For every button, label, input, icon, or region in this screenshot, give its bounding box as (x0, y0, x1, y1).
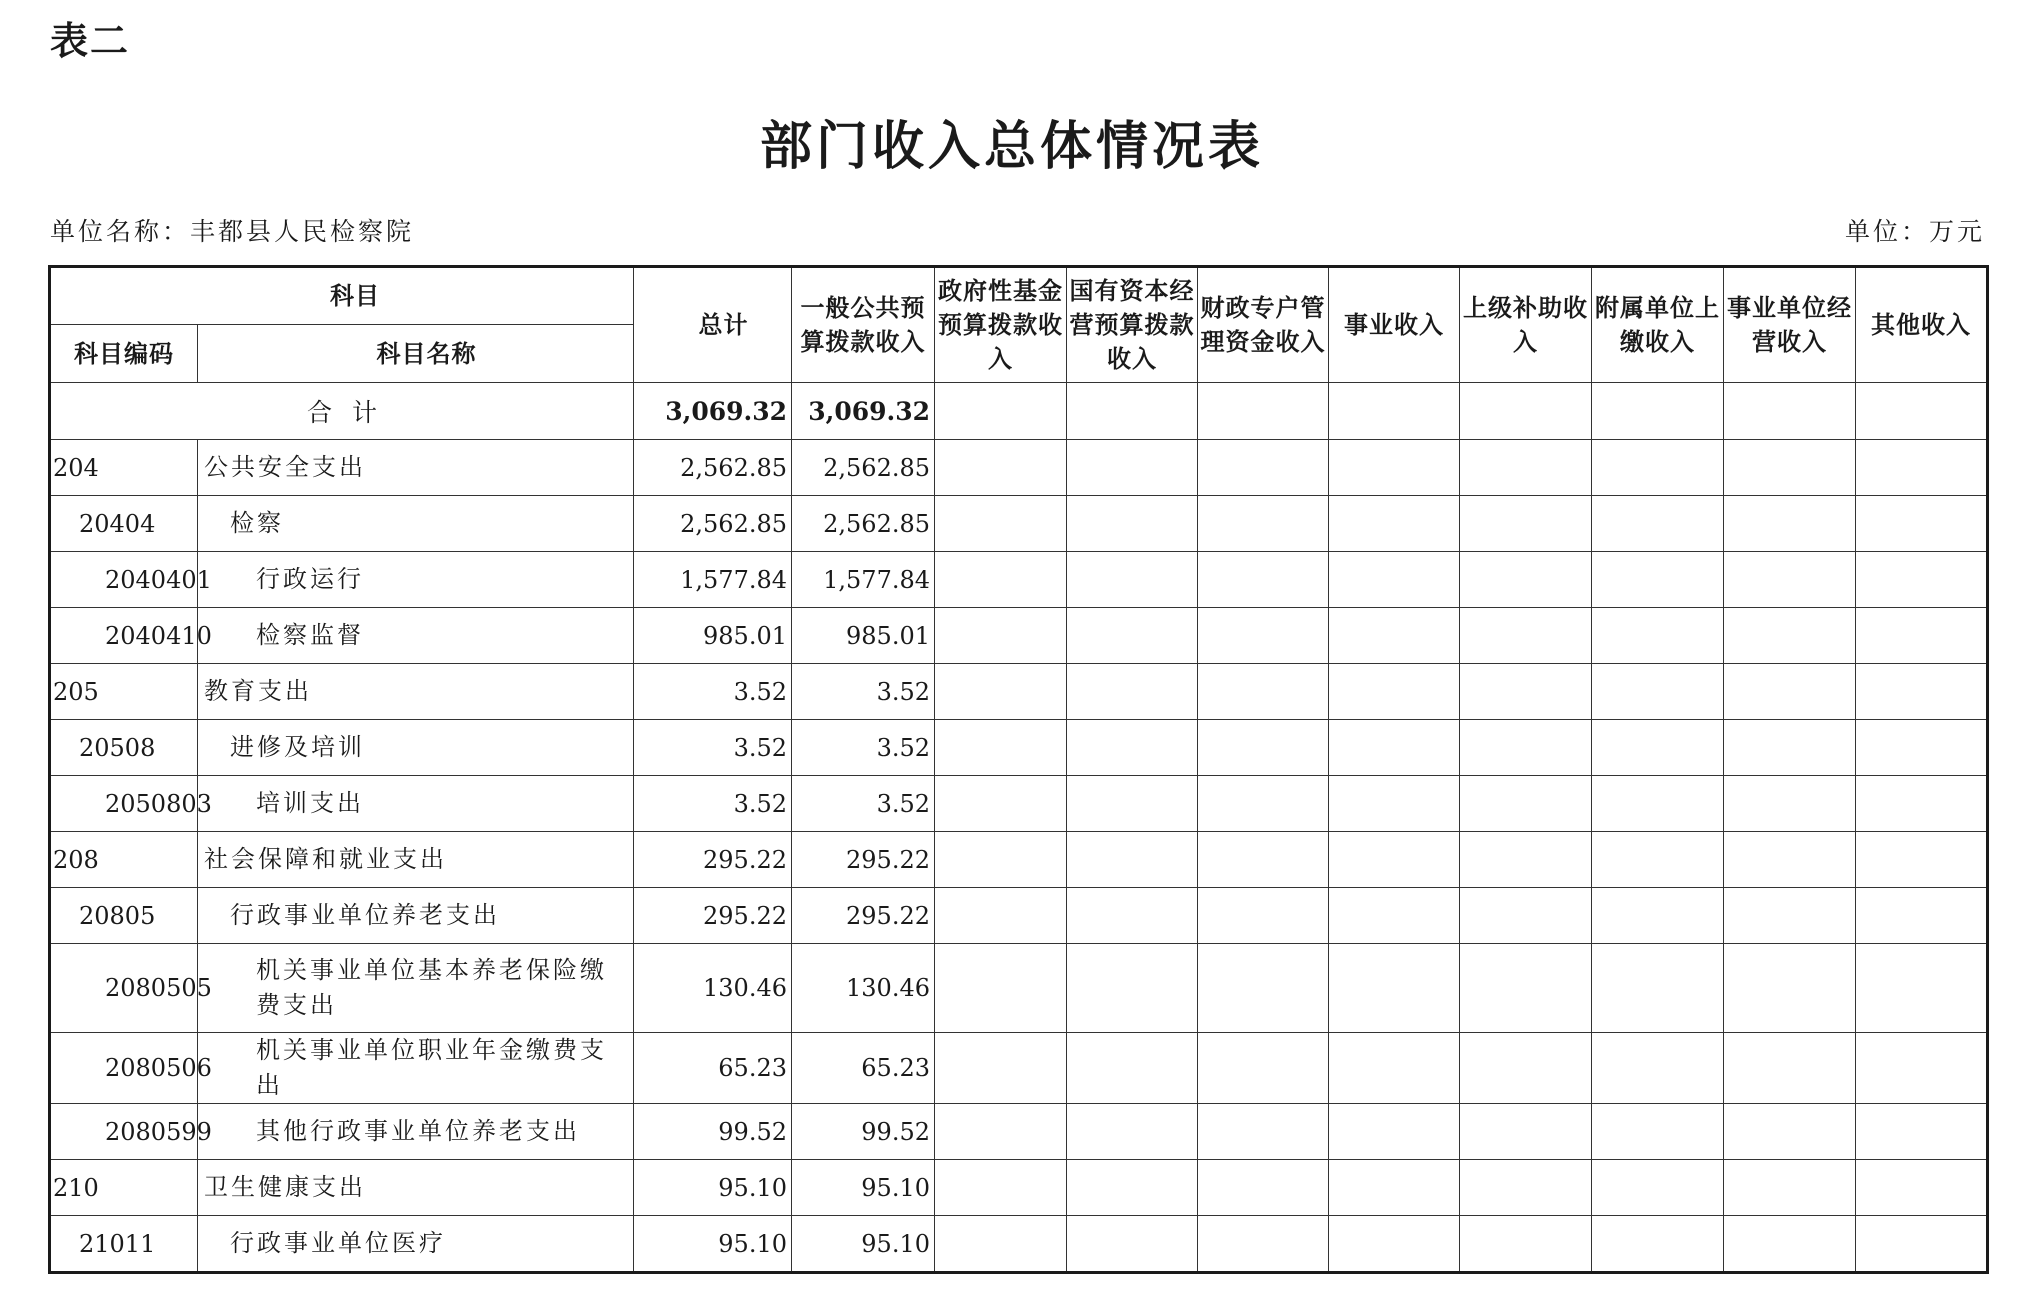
header-state-capital: 国有资本经营预算拨款收入 (1067, 267, 1198, 383)
empty-cell (1856, 1216, 1988, 1273)
subject-code-cell: 2040401 (50, 552, 198, 608)
general-budget-value-cell: 3.52 (792, 664, 935, 720)
subject-code-cell: 21011 (50, 1216, 198, 1273)
empty-cell (1198, 608, 1329, 664)
empty-cell (1198, 720, 1329, 776)
empty-cell (1724, 608, 1856, 664)
empty-cell (1460, 383, 1592, 440)
subject-name-cell: 行政事业单位医疗 (198, 1216, 634, 1273)
header-subject-code: 科目编码 (50, 325, 198, 383)
empty-cell (1724, 1033, 1856, 1104)
income-table (48, 265, 1989, 1274)
empty-cell (1067, 1033, 1198, 1104)
general-budget-value-cell: 3.52 (792, 720, 935, 776)
header-affiliated-turnover: 附属单位上缴收入 (1592, 267, 1724, 383)
empty-cell (1329, 832, 1460, 888)
empty-cell (1067, 1160, 1198, 1216)
total-label: 合计 (50, 383, 634, 440)
empty-cell (1856, 383, 1988, 440)
currency-unit: 单位：万元 (1844, 217, 1985, 246)
table-row (50, 944, 1988, 1033)
subject-name-cell: 进修及培训 (198, 720, 634, 776)
empty-cell (1724, 383, 1856, 440)
table-row (50, 776, 1988, 832)
table-row (50, 664, 1988, 720)
subject-name-cell: 检察 (198, 496, 634, 552)
empty-cell (1856, 832, 1988, 888)
empty-cell (935, 888, 1067, 944)
meta-row (50, 212, 1985, 244)
total-value-cell: 99.52 (634, 1104, 792, 1160)
general-budget-value-cell: 295.22 (792, 888, 935, 944)
general-budget-value-cell: 2,562.85 (792, 496, 935, 552)
subject-name-cell: 社会保障和就业支出 (198, 832, 634, 888)
empty-cell (1724, 832, 1856, 888)
subject-name-cell: 检察监督 (198, 608, 634, 664)
empty-cell (1592, 496, 1724, 552)
total-value-cell: 1,577.84 (634, 552, 792, 608)
table-row (50, 832, 1988, 888)
general-budget-value-cell: 99.52 (792, 1104, 935, 1160)
empty-cell (1329, 440, 1460, 496)
total-value-cell: 3.52 (634, 720, 792, 776)
subject-code-cell: 2040410 (50, 608, 198, 664)
empty-cell (1856, 664, 1988, 720)
empty-cell (1198, 440, 1329, 496)
empty-cell (1460, 944, 1592, 1033)
empty-cell (1460, 1160, 1592, 1216)
empty-cell (1724, 1216, 1856, 1273)
empty-cell (1067, 888, 1198, 944)
total-value-cell: 3.52 (634, 776, 792, 832)
empty-cell (1724, 1160, 1856, 1216)
page-title: 部门收入总体情况表 (759, 116, 1264, 177)
empty-cell (1329, 1104, 1460, 1160)
empty-cell (1198, 1104, 1329, 1160)
header-fiscal-special: 财政专户管理资金收入 (1198, 267, 1329, 383)
subject-name-cell: 卫生健康支出 (198, 1160, 634, 1216)
empty-cell (1067, 944, 1198, 1033)
total-value-cell: 295.22 (634, 832, 792, 888)
empty-cell (1592, 608, 1724, 664)
general-budget-value-cell: 1,577.84 (792, 552, 935, 608)
subject-name-cell: 其他行政事业单位养老支出 (198, 1104, 634, 1160)
empty-cell (1592, 1104, 1724, 1160)
empty-cell (1460, 776, 1592, 832)
empty-cell (1856, 1033, 1988, 1104)
general-budget-value-cell: 95.10 (792, 1160, 935, 1216)
empty-cell (1460, 720, 1592, 776)
empty-cell (1329, 888, 1460, 944)
general-budget-value-cell: 985.01 (792, 608, 935, 664)
empty-cell (1460, 832, 1592, 888)
empty-cell (1592, 832, 1724, 888)
empty-cell (1592, 776, 1724, 832)
empty-cell (1592, 664, 1724, 720)
general-budget-value-cell: 3.52 (792, 776, 935, 832)
header-subject-name: 科目名称 (198, 325, 634, 383)
empty-cell (1460, 1104, 1592, 1160)
empty-cell (1724, 888, 1856, 944)
table-row (50, 1160, 1988, 1216)
empty-cell (1856, 1160, 1988, 1216)
table-row (50, 1033, 1988, 1104)
total-row (50, 383, 1988, 440)
table-row (50, 440, 1988, 496)
empty-cell (1592, 1160, 1724, 1216)
empty-cell (1198, 776, 1329, 832)
subject-code-cell: 205 (50, 664, 198, 720)
header-superior-subsidy: 上级补助收入 (1460, 267, 1592, 383)
empty-cell (1067, 608, 1198, 664)
empty-cell (935, 440, 1067, 496)
empty-cell (1856, 1104, 1988, 1160)
empty-cell (1856, 496, 1988, 552)
total-value-cell: 65.23 (634, 1033, 792, 1104)
empty-cell (1856, 440, 1988, 496)
empty-cell (935, 1216, 1067, 1273)
empty-cell (1460, 1033, 1592, 1104)
empty-cell (1329, 776, 1460, 832)
table-row (50, 888, 1988, 944)
empty-cell (935, 1104, 1067, 1160)
total-value-cell: 95.10 (634, 1160, 792, 1216)
empty-cell (1460, 1216, 1592, 1273)
empty-cell (935, 383, 1067, 440)
empty-cell (935, 552, 1067, 608)
empty-cell (1592, 720, 1724, 776)
general-budget-value-cell: 95.10 (792, 1216, 935, 1273)
empty-cell (1067, 776, 1198, 832)
empty-cell (1329, 1216, 1460, 1273)
empty-cell (1329, 720, 1460, 776)
empty-cell (1724, 1104, 1856, 1160)
general-budget-value-cell: 2,562.85 (792, 440, 935, 496)
header-business-income: 事业收入 (1329, 267, 1460, 383)
empty-cell (1198, 1216, 1329, 1273)
empty-cell (1198, 1160, 1329, 1216)
empty-cell (935, 664, 1067, 720)
empty-cell (935, 832, 1067, 888)
subject-code-cell: 2050803 (50, 776, 198, 832)
empty-cell (1329, 944, 1460, 1033)
empty-cell (1067, 496, 1198, 552)
empty-cell (1329, 1033, 1460, 1104)
total-general-cell: 3,069.32 (792, 383, 935, 440)
empty-cell (935, 1033, 1067, 1104)
empty-cell (935, 944, 1067, 1033)
header-general-budget: 一般公共预算拨款收入 (792, 267, 935, 383)
subject-name-cell: 行政运行 (198, 552, 634, 608)
empty-cell (1067, 383, 1198, 440)
empty-cell (1856, 944, 1988, 1033)
empty-cell (1460, 552, 1592, 608)
empty-cell (1067, 440, 1198, 496)
empty-cell (1724, 440, 1856, 496)
subject-name-cell: 培训支出 (198, 776, 634, 832)
empty-cell (935, 608, 1067, 664)
empty-cell (1067, 832, 1198, 888)
document-label: 表二 (50, 19, 131, 63)
empty-cell (1067, 720, 1198, 776)
subject-code-cell: 2080599 (50, 1104, 198, 1160)
subject-name-cell: 机关事业单位职业年金缴费支出 (198, 1033, 634, 1104)
total-value-cell: 130.46 (634, 944, 792, 1033)
empty-cell (1724, 720, 1856, 776)
total-value-cell: 2,562.85 (634, 496, 792, 552)
subject-code-cell: 210 (50, 1160, 198, 1216)
empty-cell (1460, 496, 1592, 552)
empty-cell (1724, 496, 1856, 552)
empty-cell (1329, 1160, 1460, 1216)
subject-code-cell: 2080505 (50, 944, 198, 1033)
table-row (50, 552, 1988, 608)
table-row (50, 720, 1988, 776)
general-budget-value-cell: 295.22 (792, 832, 935, 888)
total-value-cell: 985.01 (634, 608, 792, 664)
header-subject: 科目 (50, 267, 634, 325)
empty-cell (1460, 608, 1592, 664)
subject-name-cell: 行政事业单位养老支出 (198, 888, 634, 944)
table-row (50, 496, 1988, 552)
empty-cell (1067, 552, 1198, 608)
empty-cell (1198, 944, 1329, 1033)
empty-cell (1856, 720, 1988, 776)
empty-cell (1724, 944, 1856, 1033)
empty-cell (1592, 383, 1724, 440)
total-value-cell: 2,562.85 (634, 440, 792, 496)
empty-cell (1856, 552, 1988, 608)
header-gov-fund: 政府性基金预算拨款收入 (935, 267, 1067, 383)
subject-code-cell: 208 (50, 832, 198, 888)
empty-cell (1592, 1033, 1724, 1104)
header-other-income: 其他收入 (1856, 267, 1988, 383)
empty-cell (1198, 496, 1329, 552)
subject-name-cell: 机关事业单位基本养老保险缴费支出 (198, 944, 634, 1033)
table-row (50, 1104, 1988, 1160)
empty-cell (1198, 1033, 1329, 1104)
empty-cell (1460, 440, 1592, 496)
empty-cell (1329, 552, 1460, 608)
empty-cell (1592, 440, 1724, 496)
empty-cell (1592, 552, 1724, 608)
empty-cell (1067, 1104, 1198, 1160)
subject-code-cell: 20805 (50, 888, 198, 944)
general-budget-value-cell: 65.23 (792, 1033, 935, 1104)
empty-cell (1329, 496, 1460, 552)
empty-cell (1724, 776, 1856, 832)
empty-cell (1198, 664, 1329, 720)
empty-cell (1198, 383, 1329, 440)
empty-cell (935, 776, 1067, 832)
empty-cell (1724, 664, 1856, 720)
empty-cell (1329, 664, 1460, 720)
empty-cell (1329, 383, 1460, 440)
table-row (50, 608, 1988, 664)
empty-cell (1460, 888, 1592, 944)
subject-code-cell: 204 (50, 440, 198, 496)
empty-cell (1198, 888, 1329, 944)
empty-cell (1856, 776, 1988, 832)
empty-cell (1724, 552, 1856, 608)
empty-cell (1856, 608, 1988, 664)
empty-cell (1198, 552, 1329, 608)
table-row (50, 1216, 1988, 1273)
header-business-operation: 事业单位经营收入 (1724, 267, 1856, 383)
unit-name: 单位名称：丰都县人民检察院 (50, 217, 415, 246)
general-budget-value-cell: 130.46 (792, 944, 935, 1033)
empty-cell (1067, 664, 1198, 720)
total-cell: 3,069.32 (634, 383, 792, 440)
total-value-cell: 3.52 (634, 664, 792, 720)
total-value-cell: 295.22 (634, 888, 792, 944)
subject-code-cell: 20508 (50, 720, 198, 776)
empty-cell (935, 496, 1067, 552)
total-value-cell: 95.10 (634, 1216, 792, 1273)
empty-cell (935, 1160, 1067, 1216)
empty-cell (935, 720, 1067, 776)
header-total: 总计 (634, 267, 792, 383)
empty-cell (1592, 944, 1724, 1033)
subject-code-cell: 2080506 (50, 1033, 198, 1104)
empty-cell (1198, 832, 1329, 888)
subject-name-cell: 教育支出 (198, 664, 634, 720)
subject-name-cell: 公共安全支出 (198, 440, 634, 496)
empty-cell (1460, 664, 1592, 720)
empty-cell (1592, 1216, 1724, 1273)
subject-code-cell: 20404 (50, 496, 198, 552)
empty-cell (1329, 608, 1460, 664)
empty-cell (1592, 888, 1724, 944)
empty-cell (1856, 888, 1988, 944)
empty-cell (1067, 1216, 1198, 1273)
